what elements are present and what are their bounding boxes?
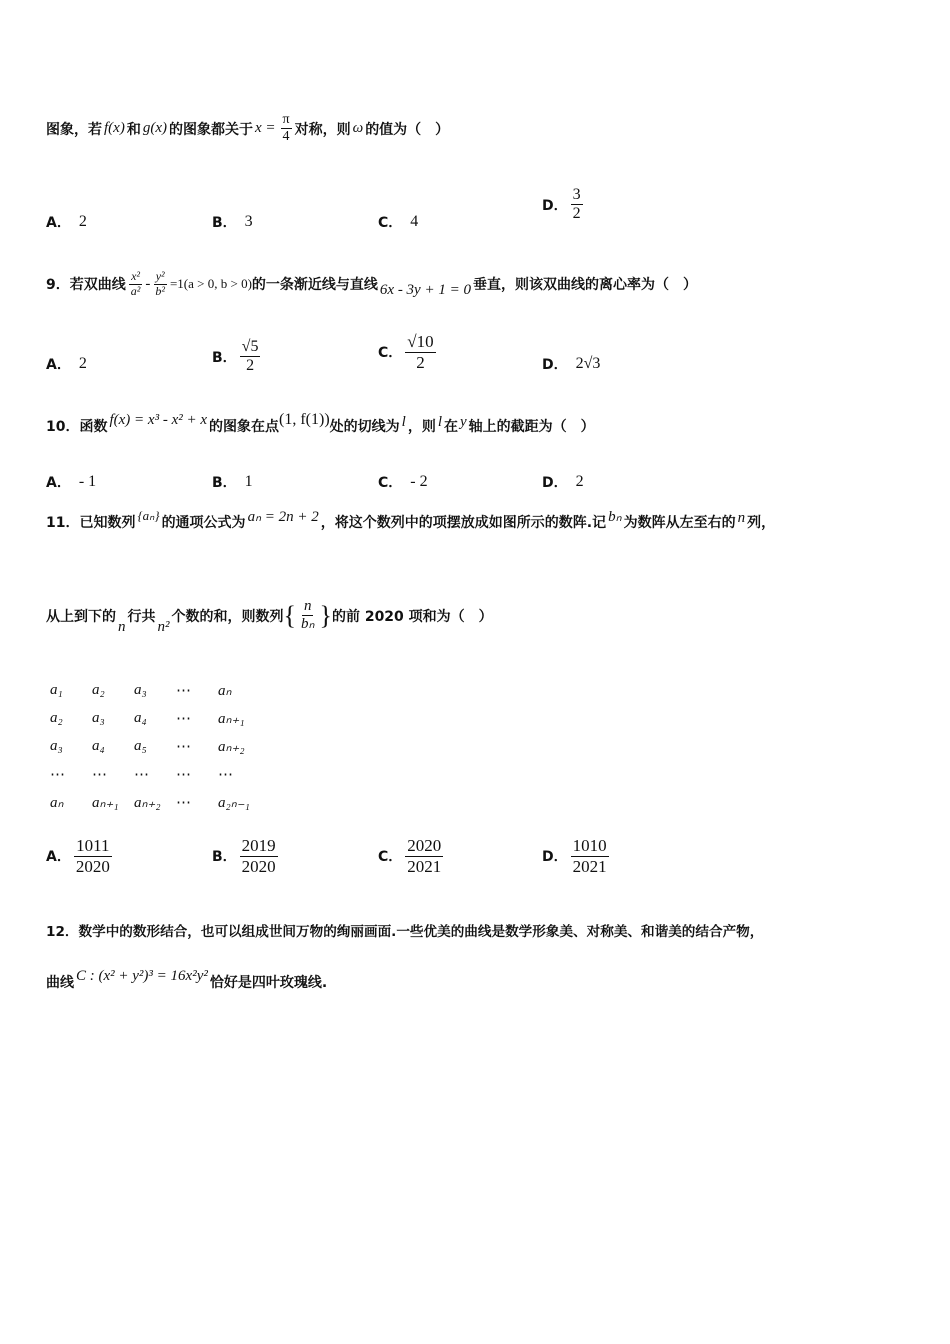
q10-option-b[interactable] [212, 472, 253, 492]
q11-option-d[interactable] [542, 836, 612, 876]
q11-text-2: 的通项公式为 [161, 515, 246, 531]
fraction-den: 2021 [407, 856, 442, 876]
option-value: 4 [410, 213, 419, 230]
option-label: A． [46, 215, 71, 231]
q11-text-4: 为数阵从左至右的 [623, 515, 736, 531]
matrix-cell: ⋯ [50, 766, 65, 783]
q11-stem [46, 508, 776, 532]
option-fraction [571, 836, 609, 876]
q11-n: n [737, 509, 746, 526]
matrix-cell: aₙ₊₂ [218, 738, 245, 755]
q11-line2-n: n [118, 619, 126, 636]
fraction-den: 2 [572, 205, 581, 223]
q10-text-4: ，则 [407, 419, 436, 435]
fraction-num: 2019 [241, 836, 276, 855]
option-label: D． [542, 357, 568, 373]
q10-text-5: 在 [444, 419, 458, 435]
q8-four: 4 [282, 129, 290, 145]
fraction-num: √10 [407, 332, 434, 351]
q11-line2-text-3: 个数的和，则数列 [171, 608, 284, 625]
fraction-den: b² [155, 283, 165, 298]
fraction-den: bₙ [300, 616, 315, 633]
q11-line2-text-2: 行共 [127, 608, 156, 625]
option-value: 2 [575, 473, 584, 490]
option-fraction [571, 186, 583, 224]
q11-stem-line2 [46, 598, 493, 634]
option-label: C． [378, 215, 403, 231]
q9-option-a[interactable] [46, 354, 87, 374]
option-fraction [240, 338, 261, 376]
matrix-cell: a₃ [92, 709, 105, 726]
q11-number-array [50, 676, 260, 816]
option-label: B． [212, 215, 237, 231]
option-label: C． [378, 475, 403, 491]
fraction-den: 2020 [241, 856, 276, 876]
q10-text-1: 10．函数 [46, 419, 108, 435]
q8-x-eq: x = [254, 120, 276, 137]
q11-option-a[interactable] [46, 836, 115, 876]
option-value: - 1 [78, 473, 97, 490]
option-value: 3 [244, 213, 253, 230]
option-label: D． [542, 475, 568, 491]
q10-l-2: l [437, 413, 442, 430]
matrix-cell: aₙ [218, 682, 232, 699]
q9-option-d[interactable] [542, 354, 600, 374]
option-fraction [240, 836, 278, 876]
q9-minus: - [145, 275, 151, 292]
matrix-cell: ⋯ [134, 766, 149, 783]
q8-text-3: 对称，则 [294, 121, 351, 138]
q10-stem [46, 411, 595, 436]
q11-option-c[interactable] [378, 836, 446, 876]
option-label: C． [378, 345, 403, 362]
q12-stem [46, 920, 763, 940]
matrix-cell: ⋯ [176, 710, 191, 727]
option-fraction [405, 836, 443, 876]
q8-option-d[interactable] [542, 186, 586, 224]
matrix-cell: aₙ [50, 794, 64, 811]
q11-n-over-bn [299, 598, 316, 634]
q10-option-a[interactable] [46, 472, 96, 492]
option-value: 2 [78, 213, 87, 230]
matrix-cell: ⋯ [176, 738, 191, 755]
q11-formula: aₙ = 2n + 2 [247, 508, 319, 525]
q10-l: l [401, 413, 406, 430]
q10-point: (1, f(1)) [279, 411, 330, 428]
q11-text-3: ，将这个数列中的项摆放成如图所示的数阵.记 [320, 515, 607, 531]
q9-option-c[interactable] [378, 332, 439, 372]
matrix-row [50, 704, 260, 732]
q12-text-1: 12．数学中的数形结合，也可以组成世间万物的绚丽画面.一些优美的曲线是数学形象美、对称美、和谐美的结合产物， [46, 924, 764, 940]
q12-curve-equation: C : (x² + y²)³ = 16x²y² [76, 967, 208, 984]
matrix-cell: aₙ₊₂ [134, 794, 161, 811]
q10-option-d[interactable] [542, 472, 584, 492]
fraction-den: 2 [246, 357, 255, 375]
q8-stem [46, 112, 449, 145]
q8-g: g(x) [142, 120, 167, 137]
matrix-cell: a₁ [50, 681, 63, 698]
q8-option-b[interactable] [212, 212, 253, 232]
fraction-num: √5 [240, 338, 261, 357]
q11-line2-text-1: 从上到下的 [46, 608, 116, 625]
matrix-row [50, 732, 260, 760]
q8-pi-over-4 [281, 112, 292, 145]
left-brace: { [283, 600, 296, 630]
matrix-row [50, 676, 260, 704]
q11-option-b[interactable] [212, 836, 281, 876]
q9-condition: =1(a > 0, b > 0) [169, 276, 252, 292]
matrix-cell: a₃ [50, 737, 63, 754]
q8-option-a[interactable] [46, 212, 87, 232]
q8-text-2: 的图象都关于 [168, 121, 253, 138]
option-label: A． [46, 357, 71, 373]
q9-x2-a2 [129, 270, 143, 299]
q8-and: 和 [126, 121, 141, 138]
matrix-cell: aₙ₊₁ [218, 710, 245, 727]
matrix-cell: ⋯ [176, 766, 191, 783]
option-value: - 2 [410, 473, 428, 490]
q11-line2-text-4: 的前 2020 项和为（ ） [331, 608, 493, 625]
q8-option-c[interactable] [378, 212, 418, 232]
matrix-cell: ⋯ [176, 682, 191, 699]
q10-y: y [460, 413, 467, 430]
right-brace: } [319, 600, 332, 630]
fraction-num: 1010 [572, 836, 607, 855]
q12-line2-text-1: 曲线 [46, 975, 74, 991]
q11-sequence-set: {aₙ} [137, 508, 160, 523]
fraction-den: 2020 [75, 856, 110, 876]
matrix-cell: a₃ [134, 681, 147, 698]
fraction-num: x² [131, 269, 141, 283]
fraction-num: 2020 [407, 836, 442, 855]
q10-function: f(x) = x³ - x² + x [109, 411, 208, 428]
option-label: C． [378, 849, 403, 866]
matrix-cell: ⋯ [176, 794, 191, 811]
q10-text-2: 的图象在点 [209, 419, 280, 435]
matrix-cell: aₙ₊₁ [92, 794, 119, 811]
fraction-num: n [302, 598, 314, 616]
q8-f: f(x) [104, 120, 125, 137]
option-label: A． [46, 475, 71, 491]
q11-bn: bₙ [608, 508, 622, 525]
matrix-cell: ⋯ [218, 766, 233, 783]
matrix-cell: a₄ [134, 709, 147, 726]
matrix-cell: a₂ₙ₋₁ [218, 794, 250, 811]
matrix-cell: ⋯ [92, 766, 107, 783]
matrix-cell: a₅ [134, 737, 147, 754]
q9-option-b[interactable] [212, 338, 263, 376]
q11-text-5: 列， [747, 515, 776, 531]
q12-stem-line2 [46, 967, 328, 992]
matrix-row [50, 760, 260, 788]
q10-option-c[interactable] [378, 472, 428, 492]
q8-pi: π [281, 112, 292, 129]
fraction-num: y² [155, 269, 165, 283]
q9-y2-b2 [153, 270, 167, 299]
q8-text-4: 的值为（ ） [365, 121, 450, 138]
option-label: D． [542, 197, 568, 214]
option-value: 1 [244, 473, 253, 490]
q10-text-3: 处的切线为 [329, 419, 400, 435]
q11-line2-n2: n² [157, 619, 170, 636]
q8-omega: ω [352, 120, 364, 137]
fraction-num: 1011 [76, 836, 110, 855]
option-value: 2√3 [575, 355, 601, 372]
matrix-row [50, 788, 260, 816]
matrix-cell: a₂ [92, 681, 105, 698]
fraction-den: a² [130, 283, 141, 298]
option-label: B． [212, 849, 237, 866]
fraction-den: 2021 [572, 856, 607, 876]
option-label: D． [542, 849, 568, 866]
q12-line2-text-2: 恰好是四叶玫瑰线. [209, 975, 328, 991]
q11-text-1: 11．已知数列 [46, 515, 136, 531]
option-fraction [405, 332, 435, 372]
matrix-cell: a₄ [92, 737, 105, 754]
option-fraction [74, 836, 112, 876]
q9-text-3: 垂直，则该双曲线的离心率为（ ） [472, 277, 697, 294]
option-label: B． [212, 475, 237, 491]
option-label: A． [46, 849, 71, 866]
fraction-num: 3 [571, 186, 583, 205]
option-label: B． [212, 349, 237, 366]
q9-line-equation: 6x - 3y + 1 = 0 [379, 281, 471, 298]
fraction-den: 2 [416, 352, 425, 372]
option-value: 2 [78, 355, 87, 372]
matrix-cell: a₂ [50, 709, 63, 726]
q9-text-1: 9．若双曲线 [46, 277, 126, 294]
q9-text-2: 的一条渐近线与直线 [251, 277, 378, 294]
q10-text-6: 轴上的截距为（ ） [468, 419, 595, 435]
q8-text-1: 图象，若 [46, 121, 102, 138]
q9-stem [46, 270, 697, 299]
